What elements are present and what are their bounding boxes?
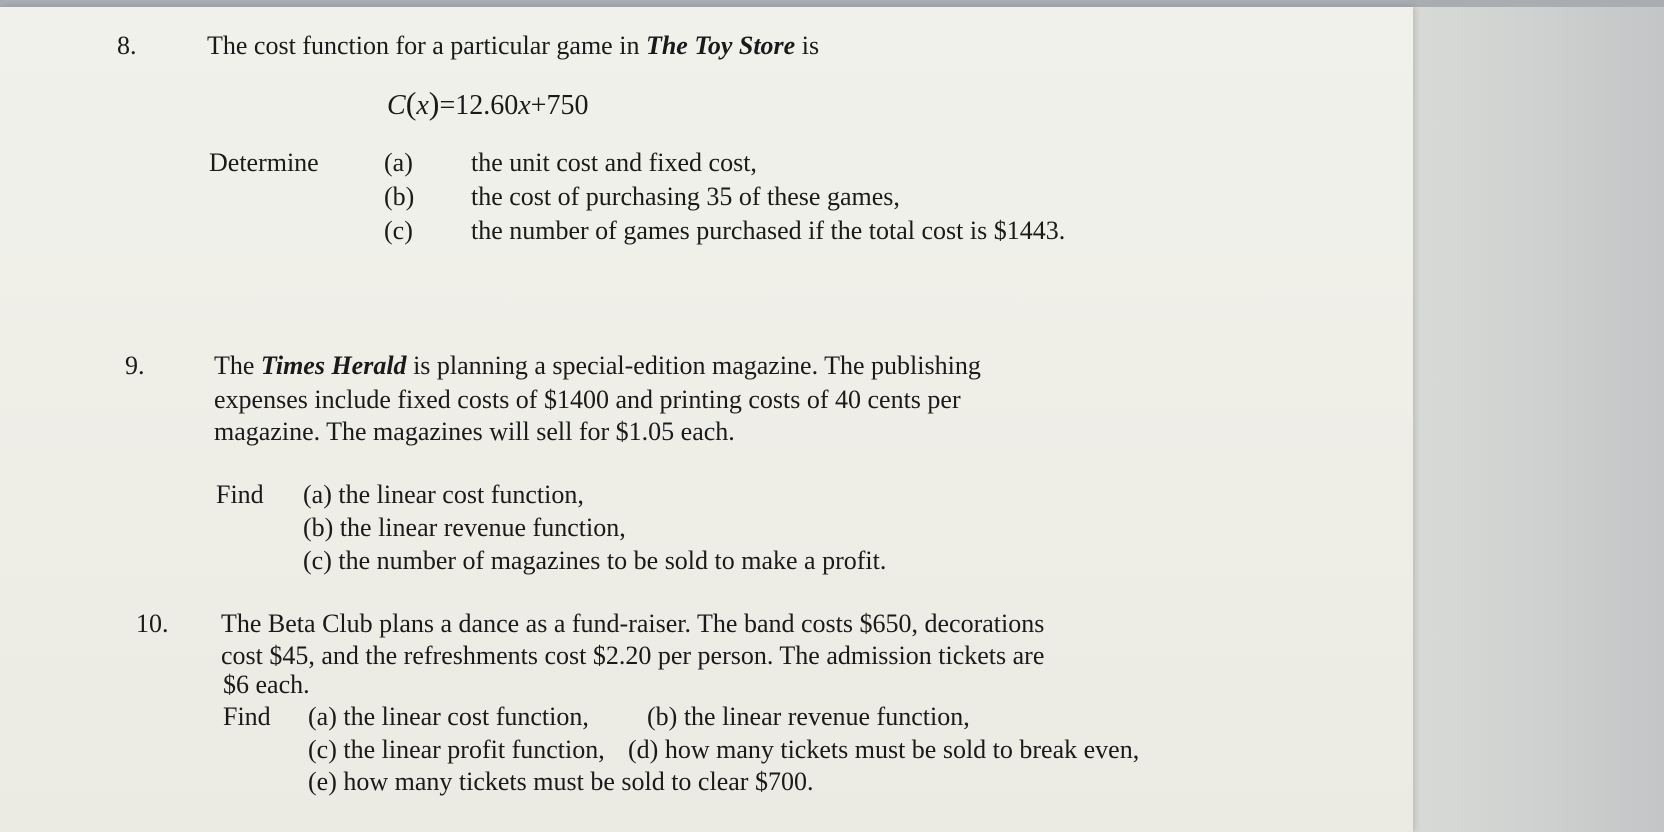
stem-text: The <box>214 351 261 380</box>
part-label: (b) <box>384 182 415 211</box>
problem-text-line: cost $45, and the refreshments cost $2.20 per person. The admission tickets are <box>221 641 1045 670</box>
background-margin <box>1413 7 1664 832</box>
instruction-label: Find <box>223 702 271 731</box>
problem-text-line: magazine. The magazines will sell for $1.05 each. <box>214 417 735 446</box>
part-text: the cost of purchasing 35 of these games, <box>471 182 900 211</box>
problem-number: 10. <box>136 609 169 638</box>
page-top-edge <box>0 0 1664 7</box>
equation-var: x <box>416 90 429 121</box>
store-name: The Toy Store <box>645 31 796 60</box>
problem-text-line: expenses include fixed costs of $1400 and printing costs of 40 cents per <box>214 385 961 414</box>
part-text: (e) how many tickets must be sold to clear $700. <box>308 767 814 796</box>
part-text: (a) the linear cost function, <box>303 480 584 509</box>
equation-var: x <box>518 90 531 121</box>
equation-coef: =12.60 <box>439 90 519 121</box>
part-text: the unit cost and fixed cost, <box>471 148 757 177</box>
part-text: (c) the number of magazines to be sold to make a profit. <box>303 546 887 575</box>
part-text: (c) the linear profit function, <box>308 735 605 764</box>
stem-text: is planning a special-edition magazine. The publishing <box>406 351 981 380</box>
newspaper-name: Times Herald <box>260 351 407 380</box>
problem-number: 8. <box>117 31 137 60</box>
problem-stem <box>214 353 981 379</box>
stem-text: is <box>795 31 820 60</box>
problem-number: 9. <box>125 351 145 380</box>
part-text: (b) the linear revenue function, <box>647 702 970 731</box>
worksheet-page <box>0 7 1413 832</box>
problem-text-line: The Beta Club plans a dance as a fund-raiser. The band costs $650, decorations <box>221 609 1045 638</box>
part-text: (a) the linear cost function, <box>308 702 589 731</box>
part-text: (d) how many tickets must be sold to break even, <box>628 735 1140 764</box>
instruction-label: Find <box>216 480 264 509</box>
instruction-label: Determine <box>209 148 319 177</box>
cost-equation: C(x)=12.60x+750 <box>387 85 589 121</box>
equation-func: C <box>387 90 406 121</box>
problem-text-line: $6 each. <box>223 670 310 699</box>
equation-const: +750 <box>530 90 589 121</box>
part-text: the number of games purchased if the total cost is $1443. <box>471 216 1066 245</box>
problem-stem <box>207 33 819 59</box>
part-label: (a) <box>384 148 413 177</box>
part-label: (c) <box>384 216 413 245</box>
part-text: (b) the linear revenue function, <box>303 513 626 542</box>
stem-text: The cost function for a particular game in <box>207 31 646 60</box>
